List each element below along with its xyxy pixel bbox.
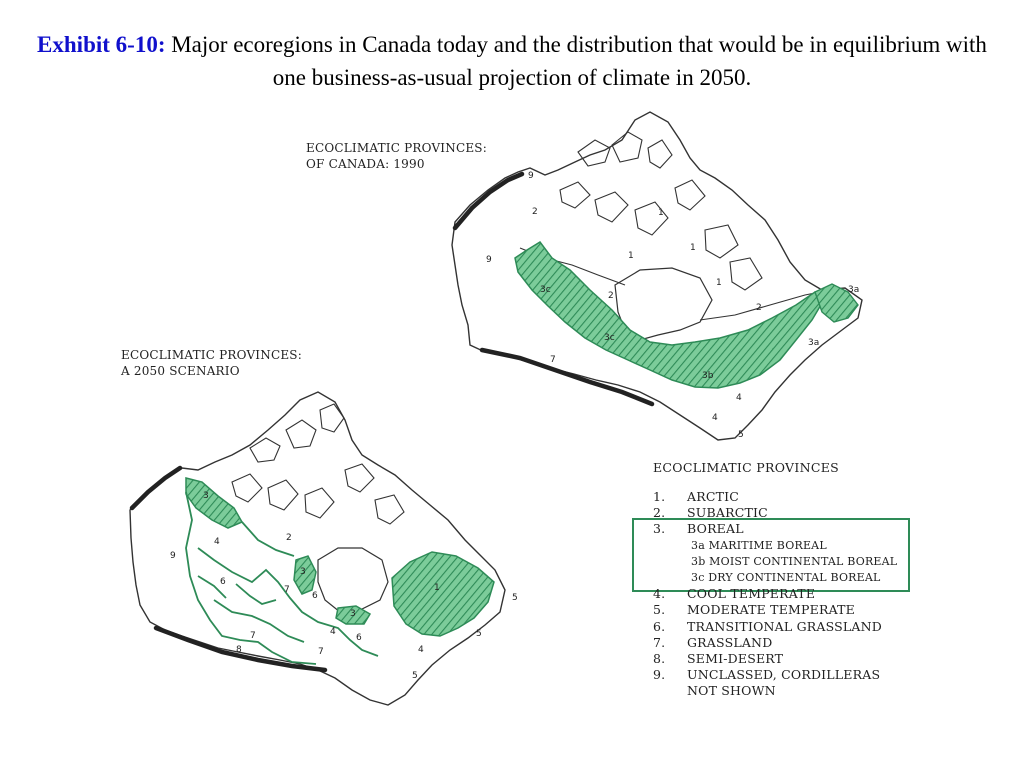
map-2050-region-label: 7 — [250, 631, 256, 641]
legend-item-number: 7. — [653, 634, 666, 650]
legend-title: ECOCLIMATIC PROVINCES — [653, 460, 839, 475]
map-1990 — [452, 112, 862, 440]
map-2050-border-line — [132, 468, 180, 508]
map-1990-region-label: 2 — [608, 291, 614, 301]
map-2050-region-label: 2 — [286, 533, 292, 543]
legend-subitem: 3a MARITIME BOREAL — [691, 538, 827, 552]
legend-item — [653, 489, 933, 505]
legend-item-label: TRANSITIONAL GRASSLAND — [687, 618, 882, 634]
map-2050-region-label: 6 — [312, 591, 318, 601]
map-2050 — [130, 392, 518, 705]
legend-item-label: NOT SHOWN — [687, 683, 776, 699]
map-2050-hudson-bay — [318, 548, 388, 612]
map-1990-border-line — [455, 174, 522, 228]
exhibit-caption-text: Major ecoregions in Canada today and the distribution that would be in equilibrium with one business-as-usual projection of climate in 2050. — [165, 32, 987, 90]
map-1990-region-label: 9 — [486, 255, 492, 265]
legend-item-number: 9. — [653, 667, 666, 683]
map-2050-region-label: 4 — [330, 627, 336, 637]
legend-item-label: SUBARCTIC — [687, 505, 768, 521]
legend-item-number: 8. — [653, 651, 666, 667]
legend-item-label: MODERATE TEMPERATE — [687, 602, 855, 618]
legend-item — [653, 505, 933, 521]
exhibit-label: Exhibit 6-10: — [37, 32, 166, 57]
map-1990-region-label: 2 — [532, 207, 538, 217]
ecoclimatic-legend — [653, 460, 933, 700]
legend-item-number: 5. — [653, 602, 666, 618]
legend-item — [653, 586, 933, 602]
legend-item-label: BOREAL — [687, 521, 744, 537]
legend-item-number: 2. — [653, 505, 666, 521]
map-2050-title-line1: ECOCLIMATIC PROVINCES: — [121, 348, 302, 362]
map-2050-region-label: 5 — [476, 629, 482, 639]
map-2050-region-label: 7 — [318, 647, 324, 657]
map-2050-region-label: 8 — [236, 645, 242, 655]
map-1990-region-label: 1 — [628, 251, 634, 261]
legend-item — [653, 635, 933, 651]
legend-item — [653, 602, 933, 618]
map-1990-region-label: 4 — [712, 413, 718, 423]
legend-item-number: 3. — [653, 521, 666, 537]
map-1990-region-label: 1 — [716, 278, 722, 288]
map-1990-region-label: 1 — [658, 208, 664, 218]
map-2050-region-label: 3 — [300, 567, 306, 577]
map-1990-region-label: 3a — [848, 285, 860, 295]
legend-item-number: 1. — [653, 489, 666, 504]
map-1990-region-label: 1 — [690, 243, 696, 253]
map-1990-region-label: 3a — [808, 338, 820, 348]
legend-subitem: 3c DRY CONTINENTAL BOREAL — [691, 571, 881, 585]
legend-item-label: ARCTIC — [687, 489, 740, 504]
legend-item-label: COOL TEMPERATE — [687, 586, 816, 602]
legend-item-number: 6. — [653, 618, 666, 634]
legend-item-number: 4. — [653, 586, 666, 602]
legend-item — [653, 619, 933, 635]
map-1990-region-label: 3c — [604, 333, 615, 343]
legend-item — [653, 667, 933, 683]
map-1990-region-label: 3c — [540, 285, 551, 295]
map-1990-title-line1: ECOCLIMATIC PROVINCES: — [306, 141, 487, 155]
map-2050-region-label: 3 — [203, 491, 209, 501]
legend-item-label: UNCLASSED, CORDILLERAS — [687, 667, 881, 683]
map-2050-region-label: 7 — [284, 585, 290, 595]
map-1990-region-label: 7 — [550, 355, 556, 365]
map-2050-region-label: 9 — [170, 551, 176, 561]
legend-item — [653, 521, 933, 537]
map-2050-arctic-islands — [232, 404, 404, 524]
map-2050-region-label: 5 — [512, 593, 518, 603]
map-2050-region-label: 4 — [418, 645, 424, 655]
legend-subitem: 3b MOIST CONTINENTAL BOREAL — [691, 554, 898, 568]
map-2050-region-label: 6 — [356, 633, 362, 643]
map-1990-title-line2: OF CANADA: 1990 — [306, 157, 425, 171]
map-2050-region-label: 6 — [220, 577, 226, 587]
legend-item-label: GRASSLAND — [687, 634, 773, 650]
legend-item-continuation — [653, 683, 933, 699]
legend-item — [653, 651, 933, 667]
map-2050-region-label: 3 — [350, 609, 356, 619]
map-2050-title-line2: A 2050 SCENARIO — [121, 364, 240, 378]
map-1990-region-label: 5 — [738, 430, 744, 440]
map-1990-region-label: 3b — [702, 371, 714, 381]
map-2050-region-label: 4 — [214, 537, 220, 547]
map-2050-boreal-east — [392, 552, 494, 636]
legend-item-label: SEMI-DESERT — [687, 651, 784, 667]
map-2050-boreal-nw — [186, 478, 242, 528]
map-2050-region-label: 5 — [412, 671, 418, 681]
map-1990-region-label: 4 — [736, 393, 742, 403]
map-1990-region-label: 9 — [528, 171, 534, 181]
map-2050-region-label: 1 — [434, 583, 440, 593]
map-1990-region-label: 2 — [756, 303, 762, 313]
